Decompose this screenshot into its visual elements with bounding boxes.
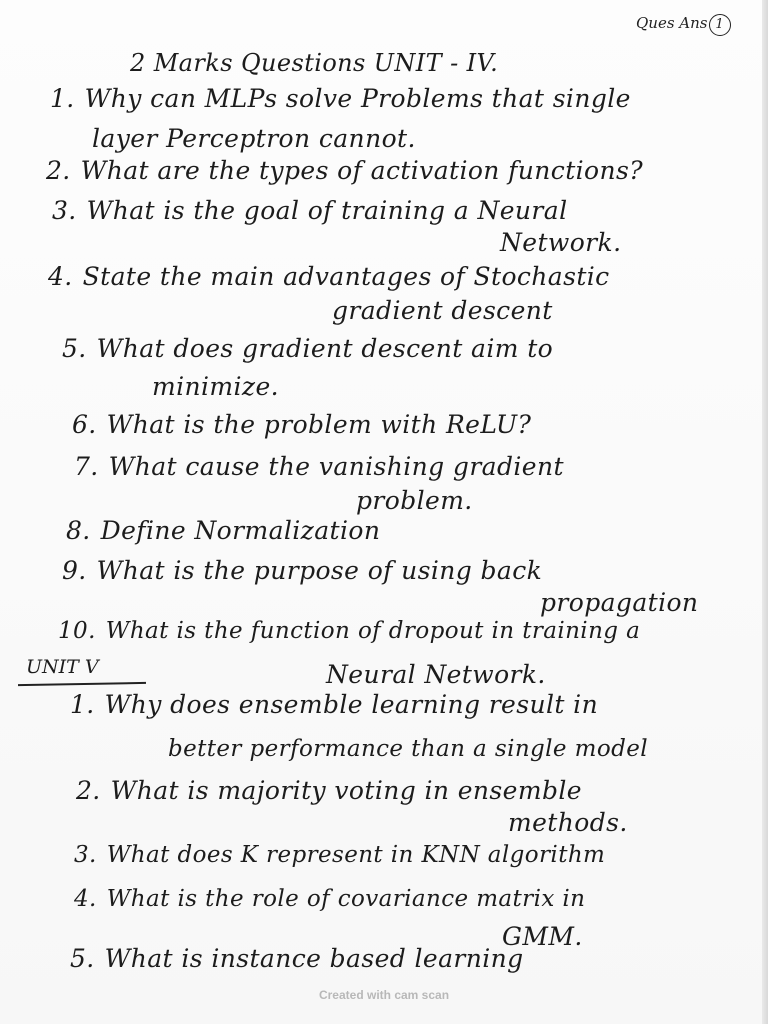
- question-number: 9.: [62, 556, 87, 585]
- question-iv-9-line-1: [62, 556, 542, 586]
- question-text: What cause the vanishing gradient: [108, 452, 564, 481]
- question-number: 7.: [74, 452, 99, 481]
- question-text: What is instance based learning: [104, 944, 524, 973]
- scan-watermark: Created with cam scan: [318, 988, 450, 1002]
- question-iv-9-line-2: propagation: [540, 588, 699, 617]
- question-v-2-line-1: [76, 776, 582, 806]
- question-number: 10.: [58, 618, 96, 644]
- question-iv-8-line-1: [66, 516, 380, 546]
- question-number: 4.: [48, 262, 73, 291]
- question-iv-7-line-2: problem.: [356, 486, 473, 515]
- question-number: 5.: [62, 334, 87, 363]
- question-iv-7-line-1: [74, 452, 564, 482]
- question-number: 2.: [46, 156, 71, 185]
- question-v-3-line-1: [74, 840, 605, 870]
- question-number: 6.: [72, 410, 97, 439]
- question-iv-3-line-2: Network.: [500, 228, 622, 257]
- question-v-4-line-1: [74, 884, 585, 914]
- question-iv-1-line-2: layer Perceptron cannot.: [92, 124, 416, 153]
- question-iv-10-line-2: Neural Network.: [326, 660, 546, 689]
- question-iv-5-line-1: [62, 334, 553, 364]
- question-number: 2.: [76, 776, 101, 805]
- question-iv-10-line-1: [58, 616, 640, 646]
- question-text: What is the function of dropout in training a: [105, 618, 641, 644]
- question-text: What is the goal of training a Neural: [86, 196, 568, 225]
- question-v-1-line-1: [70, 690, 598, 720]
- question-iv-5-line-2: minimize.: [152, 372, 280, 401]
- question-number: 5.: [70, 944, 95, 973]
- question-text: What is the role of covariance matrix in: [106, 886, 586, 912]
- page-number-circle: 1: [709, 14, 731, 36]
- question-text: Why does ensemble learning result in: [104, 690, 599, 719]
- question-number: 4.: [74, 886, 97, 912]
- question-text: What is the purpose of using back: [96, 556, 543, 585]
- question-text: What are the types of activation functions?: [80, 156, 644, 185]
- question-number: 3.: [52, 196, 77, 225]
- question-text: State the main advantages of Stochastic: [82, 262, 610, 291]
- question-text: Why can MLPs solve Problems that single: [84, 84, 631, 113]
- question-iv-6-line-1: [72, 410, 531, 440]
- corner-tag-text: Ques Ans: [636, 14, 708, 32]
- page-edge-shadow: [762, 0, 768, 1024]
- question-number: 1.: [70, 690, 95, 719]
- question-text: Define Normalization: [100, 516, 381, 545]
- question-number: 3.: [74, 842, 97, 868]
- question-v-4-line-2: GMM.: [502, 922, 583, 951]
- unit-v-label: UNIT V: [26, 656, 99, 678]
- question-text: What is majority voting in ensemble: [110, 776, 582, 805]
- question-number: 1.: [50, 84, 75, 113]
- question-v-2-line-2: methods.: [508, 808, 628, 837]
- page-heading: 2 Marks Questions UNIT - IV.: [130, 49, 499, 77]
- question-text: What does K represent in KNN algorithm: [106, 842, 606, 868]
- question-iv-2-line-1: [46, 156, 643, 186]
- question-text: What is the problem with ReLU?: [106, 410, 532, 439]
- corner-tag: [636, 14, 731, 36]
- unit-v-underline: [18, 682, 146, 686]
- question-iv-4-line-1: [48, 262, 610, 292]
- question-iv-1-line-1: [50, 84, 631, 114]
- question-iv-4-line-2: gradient descent: [332, 296, 553, 325]
- question-iv-3-line-1: [52, 196, 567, 226]
- question-number: 8.: [66, 516, 91, 545]
- question-v-1-line-2: better performance than a single model: [168, 736, 648, 762]
- question-text: What does gradient descent aim to: [96, 334, 554, 363]
- question-v-5-line-1: [70, 944, 524, 974]
